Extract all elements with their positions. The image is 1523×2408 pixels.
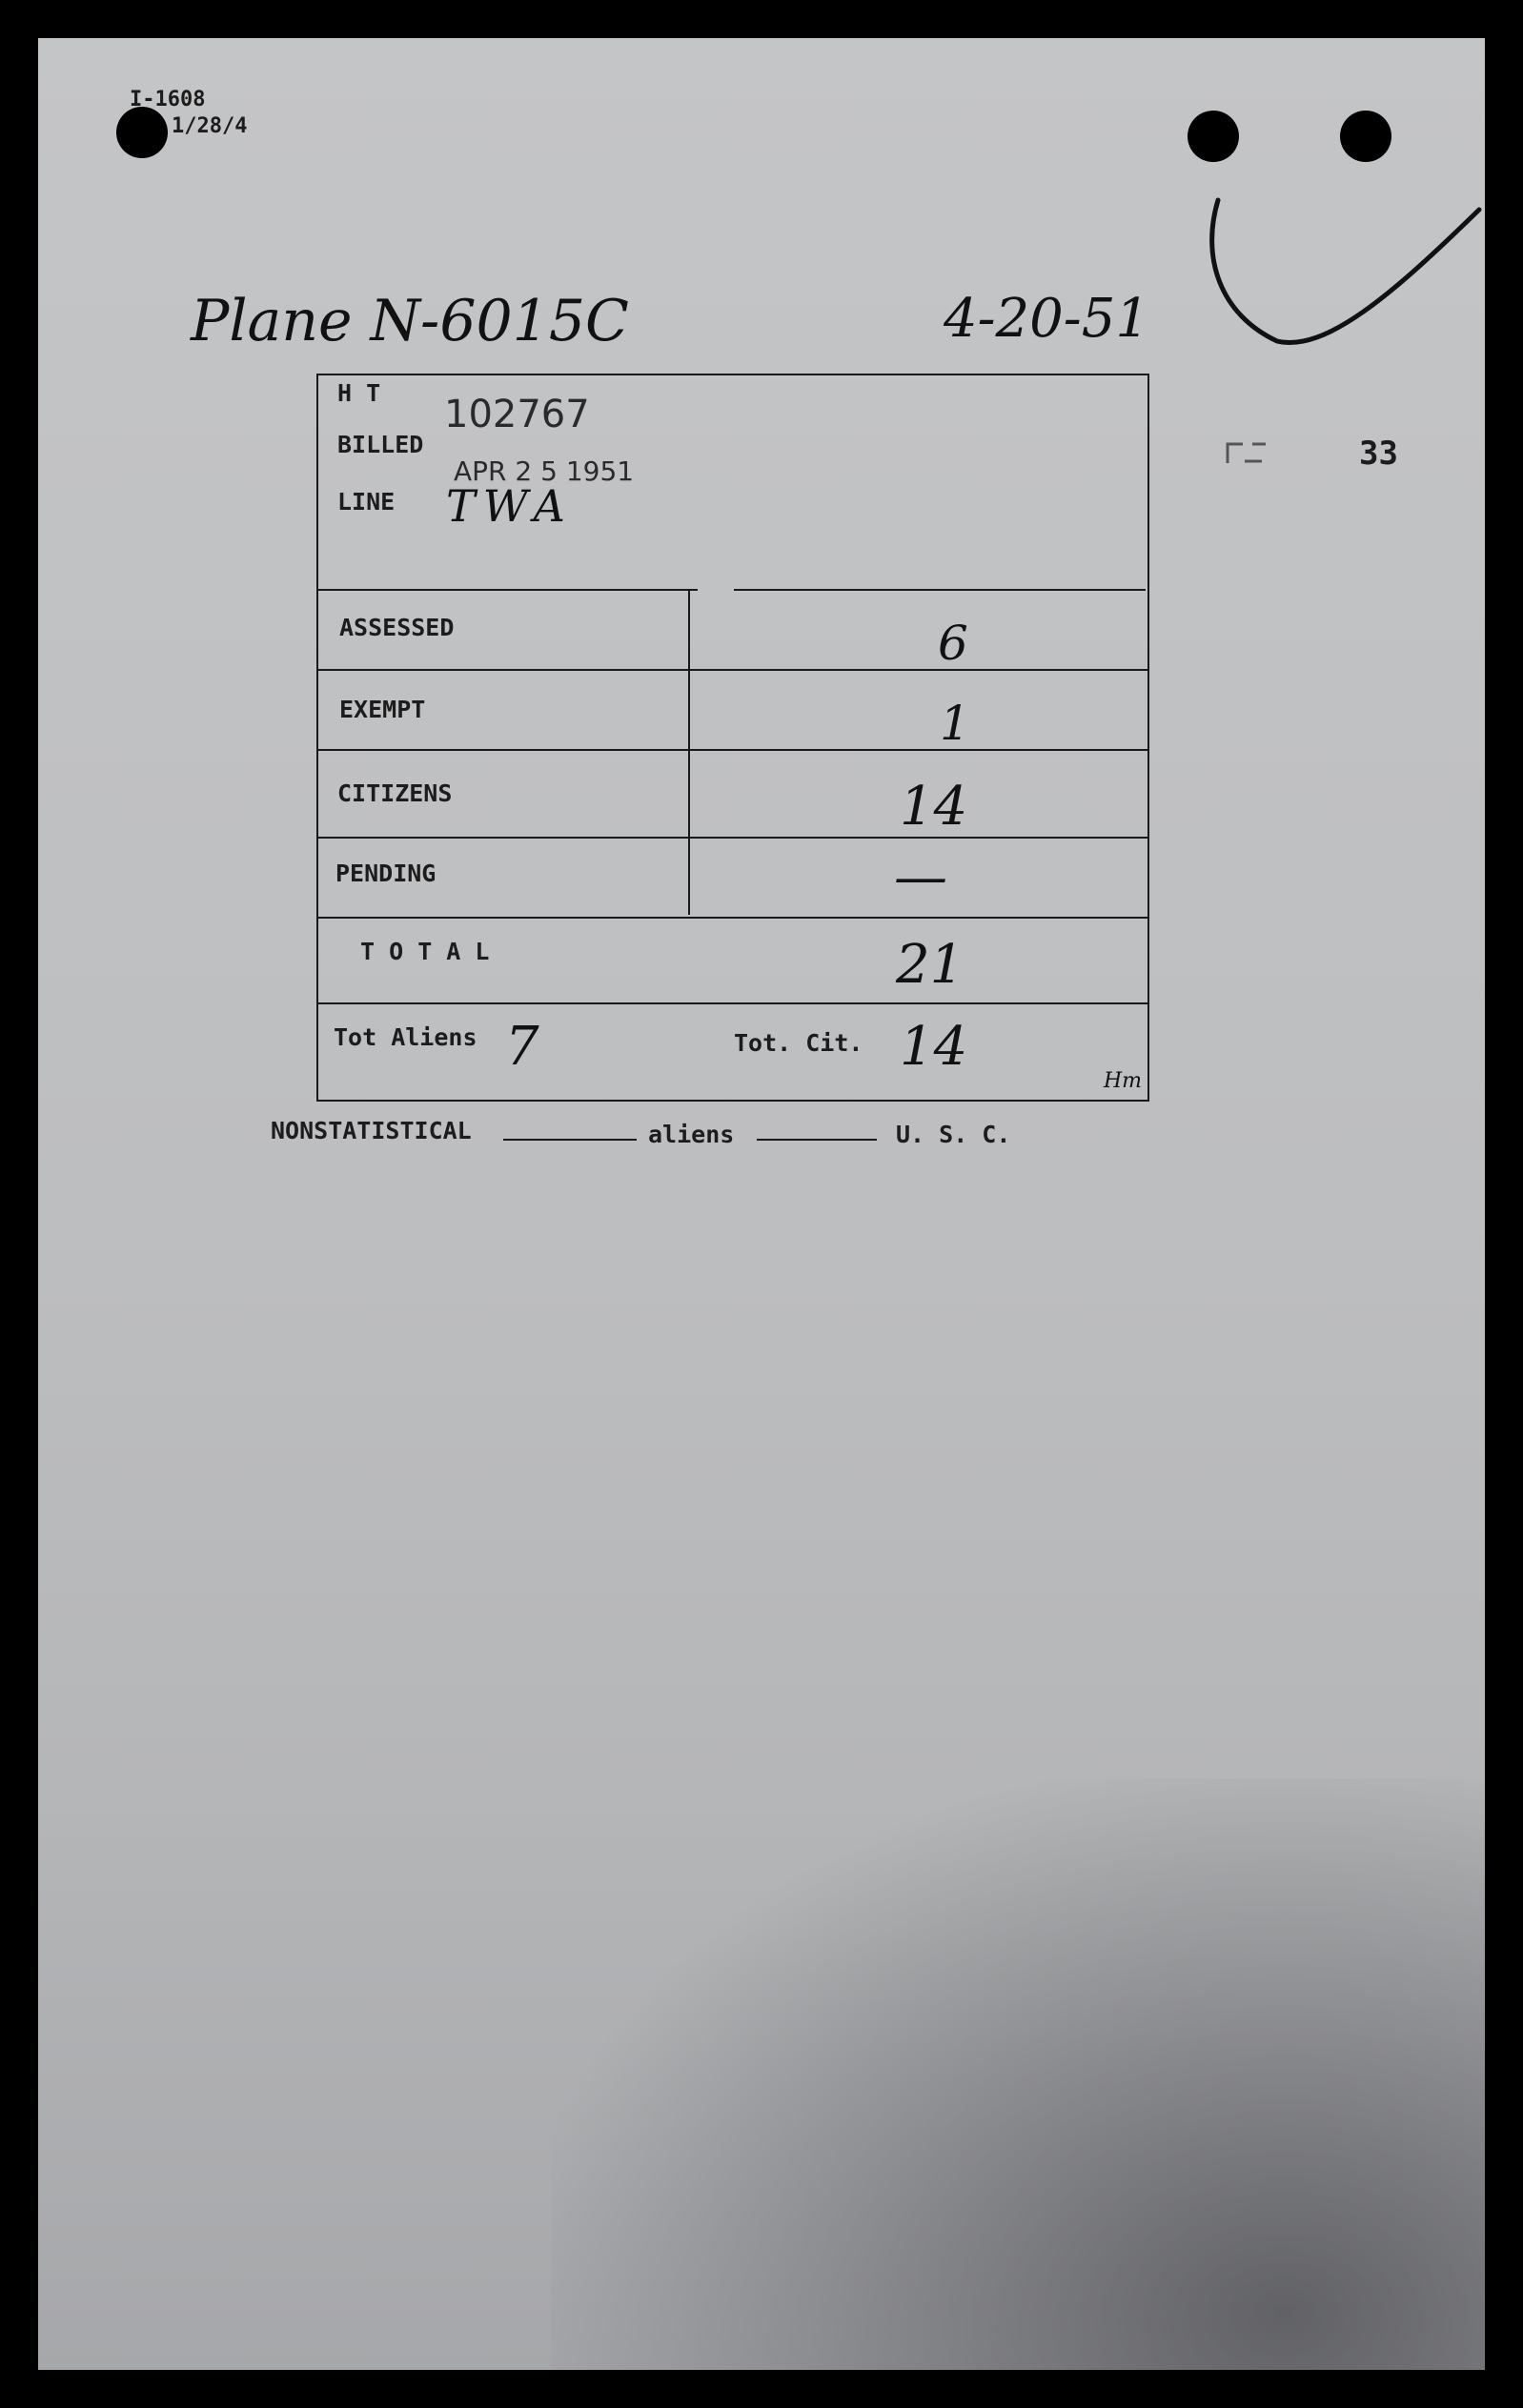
rule-row-3 [316,837,1147,839]
tot-cit-label: Tot. Cit. [734,1029,863,1057]
form-revision: 1/28/4 [172,114,248,138]
scan-shadow [551,1779,1485,2370]
rule-header-right [734,589,1146,591]
rule-row-2 [316,749,1147,751]
row-value-exempt: 1 [940,696,970,751]
nonstatistical-label: NONSTATISTICAL [271,1117,472,1144]
plane-heading: Plane N-6015C [191,288,629,354]
row-value-pending: — [894,846,947,908]
billed-stamp: APR 2 5 1951 [454,455,635,487]
tot-aliens-value: 7 [505,1016,539,1078]
faint-mark [1224,438,1271,467]
aliens-label: aliens [648,1121,735,1148]
punch-hole-left [116,107,168,158]
ht-label: H T [337,379,381,407]
row-label-pending: PENDING [335,860,437,887]
nonstatistical-blank [503,1139,637,1141]
line-label: LINE [337,488,396,516]
tot-cit-value: 14 [900,1016,968,1078]
column-divider [688,591,690,915]
form-code: I-1608 [130,88,206,111]
row-label-assessed: ASSESSED [339,614,455,641]
billed-label: BILLED [337,431,424,458]
rule-total [316,1002,1147,1004]
row-label-citizens: CITIZENS [337,779,453,807]
row-value-assessed: 6 [938,616,968,671]
rule-row-4 [316,917,1147,919]
date-heading: 4-20-51 [944,288,1149,350]
row-value-citizens: 14 [900,776,968,838]
ht-number: 102767 [444,393,590,436]
aliens-blank [757,1139,877,1141]
tot-aliens-label: Tot Aliens [334,1023,477,1051]
side-number: 33 [1359,435,1398,473]
rule-row-1 [316,669,1147,671]
usc-label: U. S. C. [896,1121,1011,1148]
total-label: T O T A L [360,938,490,965]
form-table [316,374,1149,1102]
row-label-exempt: EXEMPT [339,696,426,723]
document-page [38,38,1485,2370]
initials: Hm [1104,1069,1143,1093]
line-value: TWA [446,480,573,532]
total-value: 21 [896,934,965,996]
check-mark [1182,152,1485,391]
rule-header-left [316,589,698,591]
